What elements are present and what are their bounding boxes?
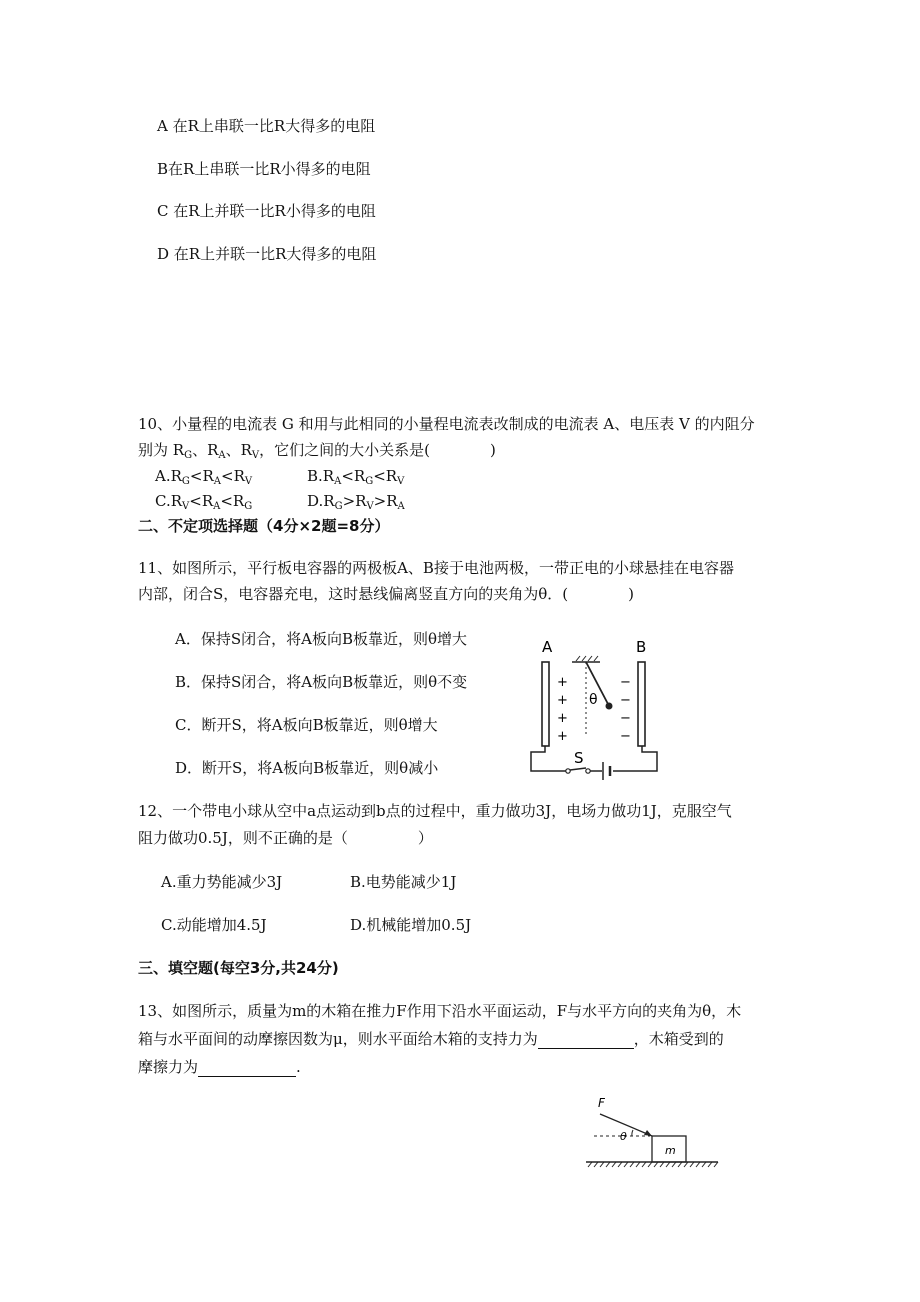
- plus-charge: +: [557, 711, 568, 726]
- q12-text-line1: 12、一个带电小球从空中a点运动到b点的过程中，重力做功3J，电场力做功1J，克服空气: [138, 802, 732, 820]
- switch-terminal: [586, 769, 590, 773]
- minus-charge: −: [620, 729, 631, 744]
- theta-label: θ: [620, 1130, 627, 1143]
- force-f-label: F: [598, 1096, 605, 1110]
- q12-text-line2: 阻力做功0.5J，则不正确的是（ ）: [138, 829, 433, 847]
- plate-b-label: B: [636, 638, 647, 656]
- minus-charge: −: [620, 675, 631, 690]
- plate-b: [638, 662, 645, 746]
- q10-option-c: $C.R_V<R_A<R_G$: [155, 492, 253, 512]
- plus-charge: +: [557, 675, 568, 690]
- plate-a-label: A: [542, 638, 553, 656]
- q12-option-a: A.重力势能减少3J: [161, 873, 283, 891]
- q13-text-line3: 摩擦力为 .: [138, 1058, 301, 1076]
- q13-text-line1: 13、如图所示，质量为m的木箱在推力F作用下沿水平面运动，F与水平方向的夹角为θ，木: [138, 1002, 742, 1020]
- q11-text-line1: 11、如图所示，平行板电容器的两极板A、B接于电池两极，一带正电的小球悬挂在电容器: [138, 559, 734, 577]
- q10-text-line1: 10、小量程的电流表 G 和用与此相同的小量程电流表改制成的电流表 A、电压表 V 的内阻分: [138, 415, 755, 433]
- q11-option-d: D．断开S，将A板向B板靠近，则θ减小: [175, 759, 439, 777]
- q12-option-c: C.动能增加4.5J: [161, 916, 267, 934]
- minus-charge: −: [620, 711, 631, 726]
- q13-text-line2: 箱与水平面间的动摩擦因数为μ，则水平面给木箱的支持力为 ，木箱受到的: [138, 1030, 724, 1048]
- charged-ball: [606, 703, 613, 710]
- box-force-figure: [582, 1094, 722, 1168]
- plus-charge: +: [557, 729, 568, 744]
- q11-option-a: A．保持S闭合，将A板向B板靠近，则θ增大: [175, 630, 467, 648]
- circuit-wire: [531, 746, 566, 771]
- mass-m-label: m: [665, 1144, 676, 1157]
- q11-text-line2: 内部，闭合S，电容器充电，这时悬线偏离竖直方向的夹角为θ．( ): [138, 585, 635, 603]
- friction-force-blank[interactable]: [198, 1060, 296, 1077]
- q10-text-line2: 别为 $R_G$、$R_A$、$R_V$，它们之间的大小关系是( ): [138, 441, 496, 461]
- minus-charge: −: [620, 693, 631, 708]
- q9-option-a: A 在R上串联一比R大得多的电阻: [157, 117, 376, 135]
- theta-label: θ: [589, 692, 598, 708]
- ground-hatching: [588, 1162, 718, 1167]
- plate-a: [542, 662, 549, 746]
- q10-option-d: $D.R_G>R_V>R_A$: [307, 492, 405, 512]
- section-3-heading: 三、填空题(每空3分,共24分): [138, 959, 339, 977]
- switch-label: S: [574, 749, 584, 767]
- q12-option-d: D.机械能增加0.5J: [350, 916, 472, 934]
- force-arrowhead: [644, 1130, 652, 1136]
- q10-option-a: $A.R_G<R_A<R_V$: [155, 467, 253, 487]
- support-force-blank[interactable]: [538, 1032, 634, 1049]
- q9-option-d: D 在R上并联一比R大得多的电阻: [157, 245, 377, 263]
- q9-option-b: B在R上串联一比R小得多的电阻: [157, 160, 371, 178]
- q11-option-c: C．断开S，将A板向B板靠近，则θ增大: [175, 716, 438, 734]
- circuit-wire: [613, 746, 657, 771]
- q10-option-b: $B.R_A<R_G<R_V$: [307, 467, 405, 487]
- angle-arc: [632, 1130, 633, 1136]
- section-2-heading: 二、不定项选择题（4分×2题=8分）: [138, 517, 390, 535]
- switch-terminal: [566, 769, 570, 773]
- q9-option-c: C 在R上并联一比R小得多的电阻: [157, 202, 376, 220]
- q12-option-b: B.电势能减少1J: [350, 873, 457, 891]
- q11-option-b: B．保持S闭合，将A板向B板靠近，则θ不变: [175, 673, 468, 691]
- capacitor-circuit-figure: [512, 634, 664, 784]
- plus-charge: +: [557, 693, 568, 708]
- switch-blade: [570, 768, 586, 770]
